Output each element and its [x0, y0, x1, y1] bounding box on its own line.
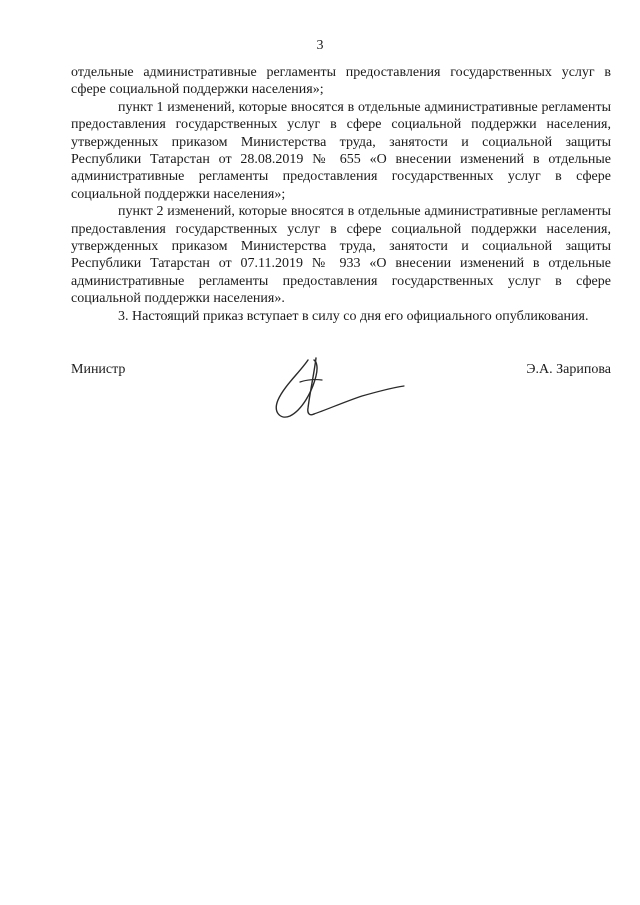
paragraph-clause-3: 3. Настоящий приказ вступает в силу со дня его официального опубликования. — [118, 308, 589, 324]
document-body — [71, 64, 611, 325]
paragraph-item-1: пункт 1 изменений, которые вносятся в отдельные административные регламенты предоставления государственных услуг в сфере социальной поддержки населения, утвержденных приказом Министерства труда, занятости и социальной защиты Республики Татарстан от 28.08.2019 № 655 «О внесении изменений в отдельные административные регламенты предоставления государственных услуг в сфере социальной поддержки населения»; — [71, 99, 611, 202]
signer-name: Э.А. Зарипова — [526, 362, 611, 377]
signer-title: Министр — [71, 362, 126, 377]
page-number: 3 — [316, 38, 324, 53]
paragraph-continuation: отдельные административные регламенты предоставления государственных услуг в сфере социальной поддержки населения»; — [71, 65, 611, 98]
paragraph-item-2: пункт 2 изменений, которые вносятся в отдельные административные регламенты предоставления государственных услуг в сфере социальной поддержки населения, утвержденных приказом Министерства труда, занятости и социальной защиты Республики Татарстан от 07.11.2019 № 933 «О внесении изменений в отдельные административные регламенты предоставления государственных услуг в сфере социальной поддержки населения». — [71, 204, 611, 307]
handwritten-signature-icon — [270, 352, 410, 427]
